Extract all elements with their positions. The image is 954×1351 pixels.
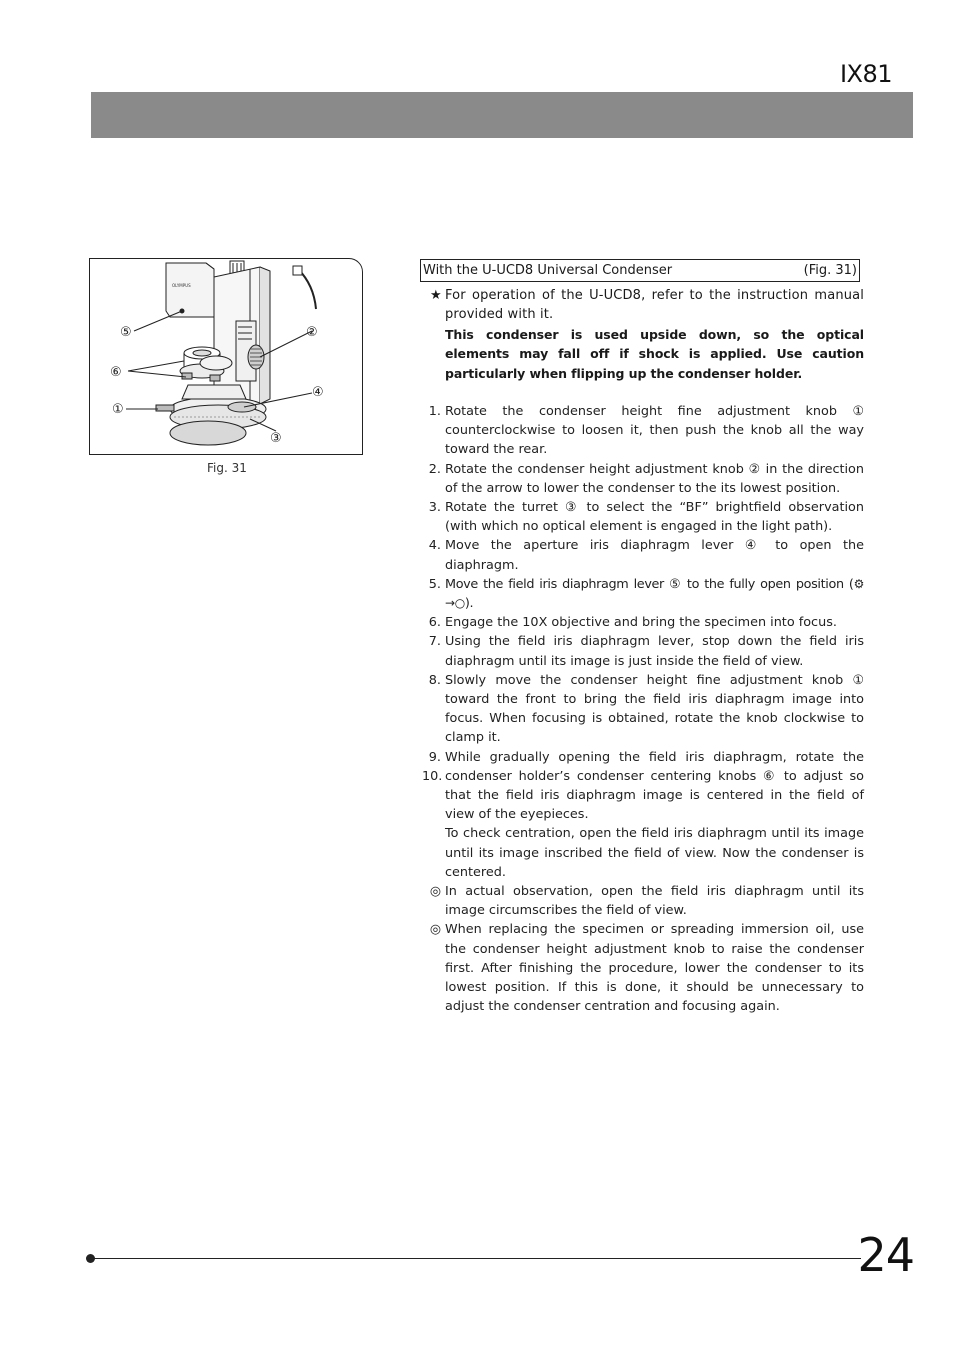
figure-reference: (Fig. 31) xyxy=(803,263,857,278)
iris-open-icon: ⚙ →○ xyxy=(445,576,864,611)
step-number: 9. xyxy=(428,749,441,765)
step-text: Slowly move the condenser height fine adjustment knob ① toward the front to bring the field iris diaphragm image into focus. When focusing is obtained, rotate the knob clockwise to clamp it. xyxy=(445,672,864,746)
list-item xyxy=(422,671,864,748)
step-number-secondary: 10. xyxy=(422,768,443,784)
notice-block xyxy=(428,286,864,383)
step-text-extra: To check centration, open the field iris diaphragm until its image until its image inscribed the field of view. Now the condenser is centered. xyxy=(445,826,864,880)
step-number: 4. xyxy=(428,538,441,554)
step-number: 8. xyxy=(428,672,441,688)
star-icon: ★ xyxy=(430,288,442,303)
list-item xyxy=(422,632,864,670)
procedure-steps xyxy=(422,402,864,1017)
step-number: 7. xyxy=(428,634,441,650)
step-text: Engage the 10X objective and bring the specimen into focus. xyxy=(445,615,837,631)
footer-rule xyxy=(91,1258,861,1259)
note-mark-icon: ◎ xyxy=(429,884,441,900)
callout-1: ① xyxy=(112,402,124,417)
header-bar xyxy=(91,92,913,138)
step-text: While gradually opening the field iris diaphragm, rotate the condenser holder’s condenser centering knobs ⑥ to adjust so that the field iris diaphragm image is centered in the field of view of the eyepieces. xyxy=(445,749,864,823)
step-text: Move the field iris diaphragm lever ⑤ to the fully open position ( xyxy=(445,576,854,592)
section-header xyxy=(420,259,860,282)
list-item xyxy=(422,498,864,536)
step-number: 2. xyxy=(428,461,441,477)
microscope-illustration xyxy=(90,259,362,454)
step-number: 6. xyxy=(428,615,441,631)
step-number: 5. xyxy=(428,576,441,592)
model-name: IX81 xyxy=(839,60,892,88)
figure-caption: Fig. 31 xyxy=(207,461,247,475)
step-text: Move the aperture iris diaphragm lever ④ to open the diaphragm. xyxy=(445,538,864,573)
step-text: Rotate the condenser height fine adjustment knob ① counterclockwise to loosen it, then push the knob all the way toward the rear. xyxy=(445,404,864,458)
step-text: Rotate the turret ③ to select the “BF” brightfield observation (with which no optical element is engaged in the light path). xyxy=(445,500,864,535)
note-item xyxy=(422,920,864,1016)
caution-text: This condenser is used upside down, so the optical elements may fall off if shock is applied. Use caution particularly when flipping up the condenser holder. xyxy=(445,326,864,381)
section-title: With the U-UCD8 Universal Condenser xyxy=(423,263,673,278)
step-number: 1. xyxy=(428,404,441,419)
step-text-end: ). xyxy=(464,596,474,612)
list-item xyxy=(422,536,864,574)
callout-6: ⑥ xyxy=(110,365,122,380)
callout-2: ② xyxy=(306,325,318,340)
note-text: In actual observation, open the field iris diaphragm until its image circumscribes the field of view. xyxy=(445,884,864,919)
callout-3: ③ xyxy=(270,431,282,446)
callout-4: ④ xyxy=(312,385,324,400)
note-item xyxy=(422,882,864,920)
note-mark-icon: ◎ xyxy=(429,922,441,938)
step-text: Using the field iris diaphragm lever, stop down the field iris diaphragm until its image is just inside the field of view. xyxy=(445,634,864,669)
notice-text: For operation of the U-UCD8, refer to the instruction manual provided with it. xyxy=(445,288,864,323)
step-number: 3. xyxy=(428,500,441,516)
step-text: Rotate the condenser height adjustment knob ② in the direction of the arrow to lower the condenser to the its lowest position. xyxy=(445,461,864,496)
callout-5: ⑤ xyxy=(120,325,132,340)
list-item xyxy=(422,613,864,632)
figure-31 xyxy=(89,258,363,455)
note-text: When replacing the specimen or spreading immersion oil, use the condenser height adjustment knob to raise the condenser first. After finishing the procedure, lower the condenser to its lowest position. If this is done, it should be unnecessary to adjust the condenser centration and focusing again. xyxy=(445,922,864,1015)
list-item xyxy=(422,748,864,882)
list-item xyxy=(422,402,864,460)
list-item xyxy=(422,575,864,613)
page-number: 24 xyxy=(857,1228,914,1282)
list-item xyxy=(422,460,864,498)
brand-label: OLYMPUS xyxy=(172,283,191,288)
